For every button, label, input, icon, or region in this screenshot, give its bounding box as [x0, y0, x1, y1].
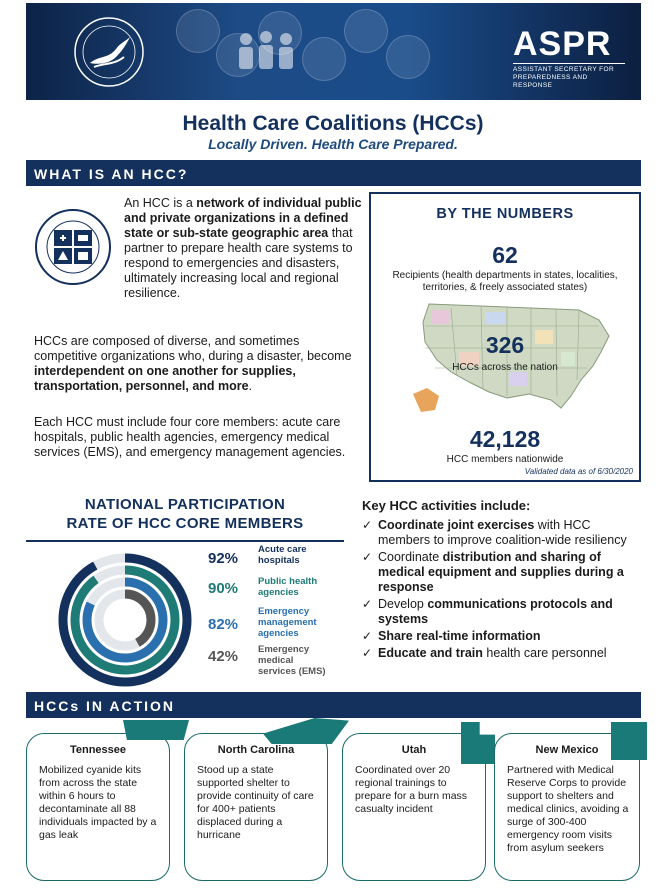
header-banner: [26, 3, 641, 100]
aspr-logo: ASPR ASSISTANT SECRETARY FOR PREPAREDNESS AND RESPONSE: [513, 27, 625, 90]
page-title: Health Care Coalitions (HCCs): [182, 112, 484, 135]
people-icon: [226, 25, 306, 85]
health-care-coalition-logo: [34, 208, 112, 286]
activities-list: [362, 518, 644, 663]
north-carolina-shape-icon: [263, 718, 349, 744]
pct-hospitals: 92%: [208, 550, 239, 567]
activities-heading: Key HCC activities include:: [362, 498, 531, 513]
card-new-mexico: New Mexico Partnered with Medical Reserve Corps to provide support to shelters and medical clinics, avoiding a surge of 300-400 emergency room visits from asylum seekers: [494, 733, 640, 881]
pct-public-health: 90%: [208, 580, 239, 597]
check-icon: ✓: [362, 646, 373, 660]
label-hospitals: Acute care hospitals: [258, 544, 307, 566]
card-tennessee: Tennessee Mobilized cyanide kits from across the state within 6 hours to decontaminate all 88 individuals impacted by a gas leak: [26, 733, 170, 881]
card-utah: Utah Coordinated over 20 regional trainings to prepare for a burn mass casualty incident: [342, 733, 486, 881]
activity-item: ✓ Share real-time information: [362, 629, 541, 643]
banner-decoration: [176, 9, 220, 53]
tennessee-shape-icon: [123, 720, 189, 740]
utah-shape-icon: [461, 722, 495, 764]
label-ems: Emergency medical services (EMS): [258, 644, 326, 677]
activity-item: ✓ Develop communications protocols and systems: [362, 597, 613, 626]
numbers-heading: BY THE NUMBERS: [436, 206, 574, 222]
check-icon: ✓: [362, 550, 373, 564]
label-emergency-management: Emergency management agencies: [258, 606, 317, 639]
activity-item: ✓ Coordinate joint exercises with HCC members to improve coalition-wide resiliency: [362, 518, 627, 547]
what-paragraph-2: HCCs are composed of diverse, and sometimes competitive organizations who, during a disaster, become interdependent on one another for supplies, transportation, personnel, and more.: [34, 334, 352, 393]
label-public-health: Public health agencies: [258, 576, 318, 598]
ring-hospitals: [63, 558, 187, 682]
hccs-label: HCCs across the nation: [452, 362, 558, 373]
recipients-label: Recipients (health departments in states, localities, territories, & freely associated states): [392, 270, 618, 293]
hhs-seal-logo: [72, 15, 146, 89]
banner-decoration: [386, 35, 430, 79]
page-subtitle: Locally Driven. Health Care Prepared.: [208, 136, 458, 152]
check-icon: ✓: [362, 597, 373, 611]
check-icon: ✓: [362, 629, 373, 643]
validated-date: Validated data as of 6/30/2020: [524, 467, 633, 476]
card-north-carolina: North Carolina Stood up a state supported shelter to provide continuity of care for 400+ patients displaced during a hurricane: [184, 733, 328, 881]
members-label: HCC members nationwide: [446, 454, 564, 465]
check-icon: ✓: [362, 518, 373, 532]
activity-item: ✓ Educate and train health care personnel: [362, 646, 607, 660]
section-header-what: WHAT IS AN HCC?: [26, 160, 641, 186]
hccs-count: 326: [485, 332, 525, 358]
section-header-action: HCCs IN ACTION: [26, 692, 641, 718]
activity-item: ✓ Coordinate distribution and sharing of medical equipment and supplies during a response: [362, 550, 624, 594]
participation-donut-chart: [55, 550, 195, 690]
what-paragraph-3: Each HCC must include four core members: acute care hospitals, public health agencies, emergency medical services (EMS), and emergency management agencies.: [34, 415, 346, 459]
banner-decoration: [344, 9, 388, 53]
members-count: 42,128: [469, 426, 541, 452]
what-intro: An HCC is a network of individual public and private organizations in a defined state or sub-state geographic area that partner to prepare health care systems to respond to emergencies and disasters, ultimately increasing local and regional resilience.: [124, 196, 362, 300]
pct-ems: 42%: [208, 648, 239, 665]
banner-decoration: [302, 37, 346, 81]
by-the-numbers-box: [369, 192, 641, 482]
recipients-count: 62: [492, 242, 518, 268]
participation-heading: NATIONAL PARTICIPATION RATE OF HCC CORE MEMBERS: [66, 496, 304, 532]
pct-emergency-management: 82%: [208, 616, 239, 633]
participation-divider: [26, 540, 344, 542]
